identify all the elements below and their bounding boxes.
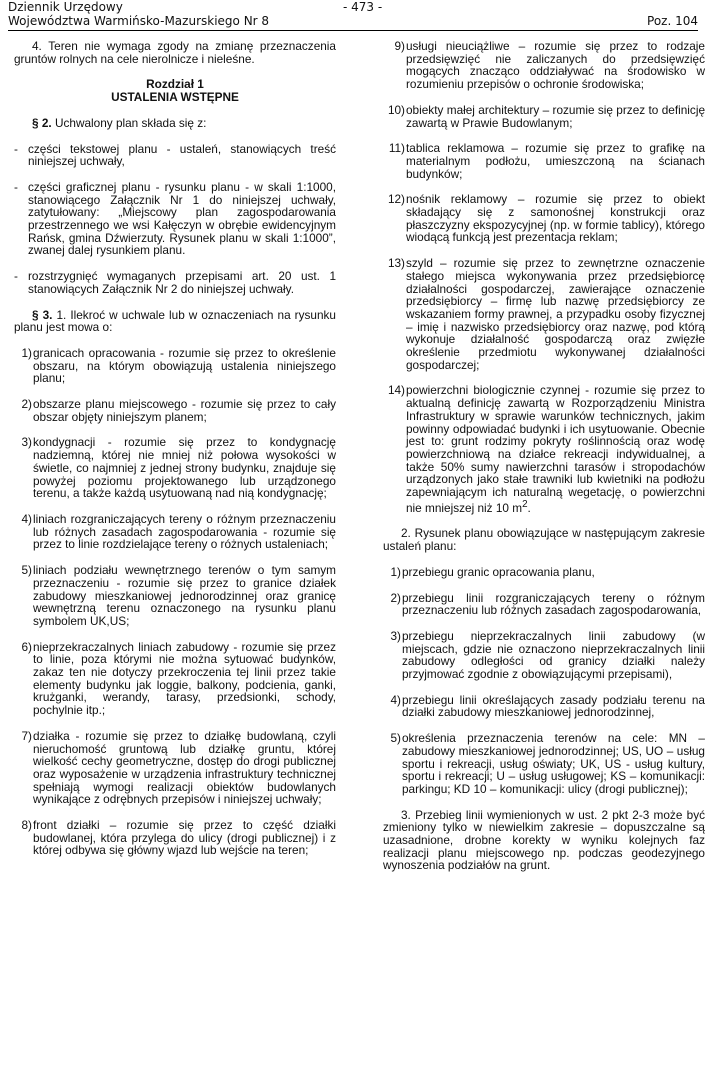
definition-text: działka - rozumie się przez to działkę budowlaną, czyli nieruchomość gruntową lub działkę gruntu, której wielkość cechy geometryczne, dostęp do drogi publicznej oraz wyposażenie w urządzenia infrastruktury technicznej spełniają wymogi realizacji obiektów budowlanych wynikające z odrębnych przepisów i niniejszej uchwały; — [33, 728, 336, 807]
definition-text: nieprzekraczalnych liniach zabudowy - rozumie się przez to linie, poza którymi nie można sytuować budynków, zakaz ten nie dotyczy przekroczenia tej linii przez takie elementy budynku jak loggie, balkony, podcienia, ganki, krużganki, werandy, tarasy, przedsionki, schody, pochylnie itp.; — [33, 639, 336, 718]
definition-item — [383, 40, 705, 91]
definition-item — [14, 398, 336, 423]
definition-item — [14, 730, 336, 806]
definition-item — [383, 257, 705, 371]
definition-number: 8) — [21, 818, 32, 833]
definition-number: 13) — [387, 256, 405, 271]
definition-text: nośnik reklamowy – rozumie się przez to obiekt składający się z samonośnej konstrukcji oraz płaszczyzny ekspozycyjnej (np. w formie tablicy), którego wiodącą funkcją jest prezentacja reklam; — [406, 192, 705, 245]
section-2-text: Uchwalony plan składa się z: — [51, 115, 207, 130]
definition-item — [383, 142, 705, 180]
scope-text: przebiegu linii rozgraniczających tereny o różnym przeznaczeniu lub różnych zasadach zagospodarowania, — [402, 590, 705, 618]
definition-number: 14) — [387, 383, 405, 398]
right-column — [383, 40, 705, 885]
definition-item — [383, 104, 705, 129]
superscript-two: 2 — [522, 498, 528, 510]
definition-number: 10) — [387, 102, 405, 117]
definition-text: obiekty małej architektury – rozumie się przez to definicję zawartą w Prawie Budowlanym; — [406, 102, 705, 130]
left-column — [14, 40, 336, 870]
scope-number: 3) — [390, 628, 401, 643]
section-3-label: § 3. — [32, 307, 53, 322]
definition-number: 1) — [21, 345, 32, 360]
definition-number: 6) — [21, 639, 32, 654]
definition-text: szyld – rozumie się przez to zewnętrzne oznaczenie stałego miejsca wykonywania przez przedsiębiorcę działalności gospodarczej, zawierające oznaczenie przedsiębiorcy – firmę lub nazwę przedsiębiorcy ze wskazaniem formy prawnej, a przypadku osoby fizycznej – imię i nazwisko przedsiębiorcy oraz nazwę, pod którą wykonuje działalność gospodarczą oraz zwięzłe określenie przedmiotu wykonywanej działalności gospodarczej; — [406, 256, 705, 372]
definition-text: usługi nieuciążliwe – rozumie się przez to rodzaje przedsięwzięć nie zaliczanych do przedsięwzięć mogących znacząco oddziaływać na środowisko w rozumieniu przepisów o ochronie środowiska; — [406, 39, 705, 92]
dash-bullet: - — [14, 269, 18, 284]
scope-item — [383, 732, 705, 796]
definition-number: 12) — [387, 192, 405, 207]
section-2-intro — [14, 117, 336, 130]
definition-item — [383, 384, 705, 514]
definition-number: 9) — [394, 39, 405, 53]
definition-text: liniach rozgraniczających tereny o różnym przeznaczeniu lub różnych zasadach zagospodarowania - rozumie się przez to linie rozdzielające tereny o różnych ustaleniach; — [33, 511, 336, 552]
dash-item-text: części graficznej planu - rysunku planu - w skali 1:1000, stanowiącego Załącznik Nr 1 do niniejszej uchwały, zatytułowany: „Miejscowy plan zagospodarowania przestrzennego we wsi Kałęczyn w obrębie ewidencyjnym Rańsk, gmina Dźwierzuty. Rysunek planu w skali 1:1000”, zwanej dalej rysunkiem planu. — [28, 179, 336, 258]
scope-text: przebiegu nieprzekraczalnych linii zabudowy (w miejscach, gdzie nie oznaczono nieprzekraczalnych linii zabudowy odległości od granicy działki należy przyjmować zgodnie z obowiązującymi przepisami), — [402, 628, 705, 682]
header-divider — [8, 30, 698, 31]
definition-number: 11) — [388, 141, 405, 156]
definition-item — [383, 193, 705, 244]
definition-item — [14, 513, 336, 551]
chapter-number: Rozdział 1 — [146, 77, 204, 92]
dash-item — [14, 143, 336, 168]
chapter-heading — [14, 78, 336, 103]
definition-text — [406, 384, 705, 514]
journal-voivodeship: Województwa Warmińsko-Mazurskiego Nr 8 — [8, 14, 270, 28]
scope-item — [383, 694, 705, 719]
paragraph-4: 4. Teren nie wymaga zgody na zmianę przeznaczenia gruntów rolnych na cele nierolnicze i nieleśne. — [14, 39, 336, 66]
dash-bullet: - — [14, 179, 18, 194]
dash-item — [14, 270, 336, 295]
scope-number: 4) — [390, 692, 401, 707]
scope-text: określenia przeznaczenia terenów na cele: MN – zabudowy mieszkaniowej jednorodzinnej; US, UO – usług sportu i rekreacji, usług oświaty; UK, US - usług kultury, sportu i rekreacji; U – usług usługowej; KS – komunikacji: parkingu; KD 10 – komunikacji: ulicy (drogi publicznej); — [402, 731, 705, 796]
definition-number: 2) — [21, 397, 32, 412]
definition-text: obszarze planu miejscowego - rozumie się przez to cały obszar objęty niniejszym planem; — [33, 397, 336, 424]
definition-number: 4) — [21, 511, 32, 526]
chapter-title: USTALENIA WSTĘPNE — [111, 90, 239, 105]
scope-item — [383, 566, 705, 579]
definition-text: liniach podziału wewnętrznego terenów o tym samym przeznaczeniu - rozumie się przez to granice działek zabudowy mieszkaniowej jednorodzinnej oraz granicę wewnętrzną terenu oznaczonego na rysunku planu symbolem UK,US; — [33, 563, 336, 628]
scope-number: 1) — [390, 564, 401, 579]
page-number: - 473 - — [343, 0, 383, 14]
definition-item — [14, 436, 336, 500]
definition-text: granicach opracowania - rozumie się przez to określenie obszaru, na którym obowiązują ustalenia niniejszego planu; — [33, 345, 336, 386]
scope-item — [383, 592, 705, 617]
section-3-intro — [14, 309, 336, 334]
scope-text: przebiegu granic opracowania planu, — [402, 564, 595, 579]
paragraph-2: 2. Rysunek planu obowiązujące w następującym zakresie ustaleń planu: — [383, 526, 705, 554]
definition-text: tablica reklamowa – rozumie się przez to grafikę na materialnym podłożu, umieszczoną na ścianach budynków; — [406, 141, 705, 181]
dash-item-text: części tekstowej planu - ustaleń, stanowiących treść niniejszej uchwały, — [28, 141, 336, 169]
definition-item — [14, 641, 336, 717]
definition-text-tail: . — [527, 500, 531, 515]
section-3-text: 1. Ilekroć w uchwale lub w oznaczeniach na rysunku planu jest mowa o: — [14, 307, 336, 335]
definition-item — [14, 564, 336, 628]
definition-text-body: powierzchni biologicznie czynnej - rozumie się przez to aktualną definicję zawartą w Rozporządzeniu Ministra Infrastruktury w sprawie warunków technicznych, jakim powinny odpowiadać budynki i ich usytuowanie. Obecnie jest to: grunt rodzimy pokryty roślinnością oraz wodę powierzchniową na działce rekreacji indywidualnej, a także 50% sumy nawierzchni tarasów i stropodachów urządzonych jako stałe trawniki lub kwietniki na podłożu zapewniającym ich naturalną wegetację, o powierzchni nie mniejszej niż 10 m — [406, 383, 705, 515]
dash-item — [14, 181, 336, 257]
paragraph-3: 3. Przebieg linii wymienionych w ust. 2 pkt 2-3 może być zmieniony tylko w niewielkim zakresie – dopuszczalne są uzasadnione, drobne korekty w wyniku kolejnych faz realizacji planu miejscowego np. podczas geodezyjnego wynoszenia podziałów na grunt. — [383, 807, 705, 873]
dash-bullet: - — [14, 141, 18, 156]
scope-item — [383, 630, 705, 681]
definition-text: kondygnacji - rozumie się przez to kondygnację nadziemną, której nie mniej niż połowa wysokości w świetle, co najmniej z jednej strony budynku, znajduje się powyżej poziomu projektowanego lub urządzonego terenu, a także każdą usytuowaną nad nią kondygnację; — [33, 435, 336, 501]
definition-number: 7) — [21, 728, 32, 743]
section-2-label: § 2. — [32, 115, 52, 130]
scope-number: 5) — [390, 731, 401, 746]
position-number: Poz. 104 — [647, 14, 698, 28]
definition-text: front działki – rozumie się przez to część działki budowlanej, która przylega do ulicy (drogi publicznej) i z której odbywa się główny wjazd lub wejście na teren; — [33, 818, 336, 858]
journal-title: Dziennik Urzędowy — [8, 0, 123, 14]
scope-text: przebiegu linii określających zasady podziału terenu na działki zabudowy mieszkaniowej jednorodzinnej, — [402, 692, 705, 720]
definition-number: 5) — [21, 563, 32, 578]
scope-number: 2) — [390, 590, 401, 605]
page-header — [8, 0, 698, 30]
definition-item — [14, 819, 336, 857]
dash-item-text: rozstrzygnięć wymaganych przepisami art. 20 ust. 1 stanowiących Załącznik Nr 2 do niniejszej uchwały. — [28, 269, 336, 296]
definition-number: 3) — [21, 435, 32, 450]
definition-item — [14, 347, 336, 385]
